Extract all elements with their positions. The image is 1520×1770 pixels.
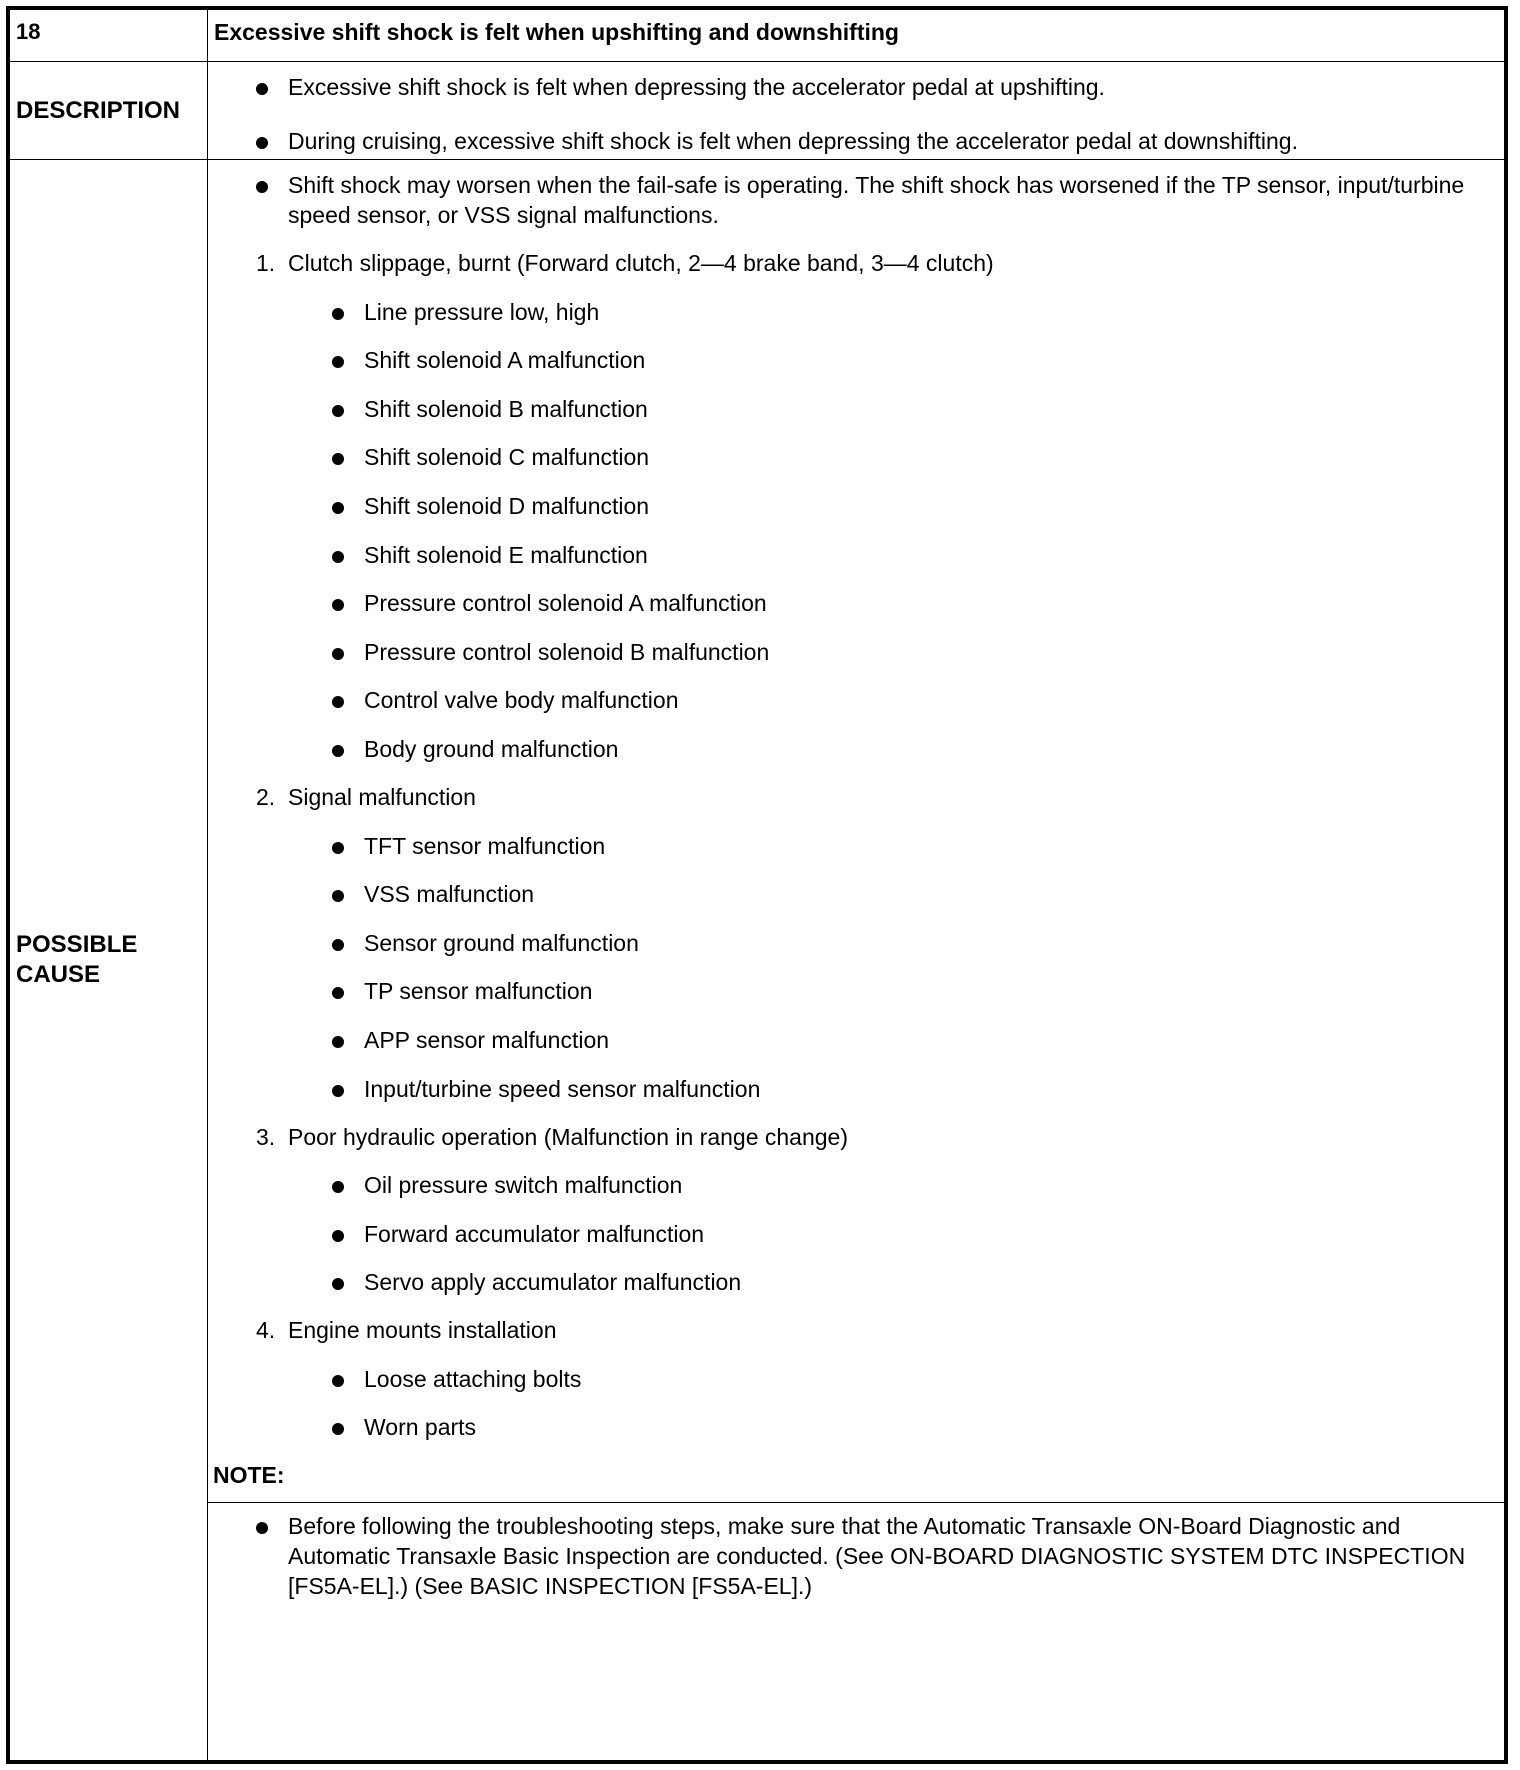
cause-group-text: Engine mounts installation [288,1317,557,1344]
cause-item: Shift solenoid E malfunction [208,540,1504,570]
cause-item: Servo apply accumulator malfunction [208,1267,1504,1297]
cause-group-number: 3. [256,1123,276,1150]
cause-item: Pressure control solenoid B malfunction [208,637,1504,667]
description-item: During cruising, excessive shift shock is felt when depressing the accelerator pedal at downshifting. [208,126,1504,156]
description-item: Excessive shift shock is felt when depressing the accelerator pedal at upshifting. [208,72,1504,102]
cause-item: TP sensor malfunction [208,976,1504,1006]
cause-item: Oil pressure switch malfunction [208,1170,1504,1200]
symptom-number: 18 [10,10,208,62]
possible-cause-label-line1: POSSIBLE [16,931,138,958]
cause-group-text: Clutch slippage, burnt (Forward clutch, 2—4 brake band, 3—4 clutch) [288,250,994,276]
note-text: Before following the troubleshooting steps, make sure that the Automatic Transaxle ON-Board Diagnostic and Automatic Transaxle Basic Inspection are conducted. (See ON-BOARD DIAGNOSTIC SYSTEM DTC INSPECTION [FS5A-EL].) (See BASIC INSPECTION [FS5A-EL].) [208,1511,1504,1601]
cause-item: Loose attaching bolts [208,1364,1504,1394]
cause-group-title [208,782,1504,812]
description-content [208,62,1505,160]
cause-item: Sensor ground malfunction [208,928,1504,958]
cause-item: Worn parts [208,1412,1504,1442]
note-label: NOTE: [213,1462,285,1489]
cause-item: Input/turbine speed sensor malfunction [208,1074,1504,1104]
cause-group-text: Poor hydraulic operation (Malfunction in range change) [288,1123,848,1150]
cause-group-title [208,1315,1504,1345]
symptom-title: Excessive shift shock is felt when upshifting and downshifting [208,10,1505,62]
cause-item: Pressure control solenoid A malfunction [208,588,1504,618]
cause-intro: Shift shock may worsen when the fail-safe is operating. The shift shock has worsened if the TP sensor, input/turbine speed sensor, or VSS signal malfunctions. [208,170,1504,230]
cause-item: Shift solenoid C malfunction [208,442,1504,472]
cause-item: Shift solenoid B malfunction [208,394,1504,424]
cause-group-text: Signal malfunction [288,783,476,810]
cause-item: Shift solenoid D malfunction [208,491,1504,521]
troubleshooting-sheet [6,6,1508,1764]
possible-cause-row [10,160,1505,1761]
cause-item: VSS malfunction [208,879,1504,909]
cause-group-number: 4. [256,1317,276,1344]
cause-group-title [208,248,1504,278]
cause-groups [208,230,1504,1442]
cause-group-number: 2. [256,783,276,810]
description-label: DESCRIPTION [10,62,208,160]
header-row [10,10,1505,62]
cause-group-title [208,1122,1504,1152]
cause-item: APP sensor malfunction [208,1025,1504,1055]
cause-item: TFT sensor malfunction [208,831,1504,861]
possible-cause-label-line2: CAUSE [16,961,101,988]
cause-item: Control valve body malfunction [208,685,1504,715]
troubleshooting-table [9,9,1505,1761]
cause-item: Line pressure low, high [208,297,1504,327]
cause-item: Forward accumulator malfunction [208,1219,1504,1249]
cause-group-number: 1. [256,250,276,276]
description-row [10,62,1505,160]
cause-item: Shift solenoid A malfunction [208,345,1504,375]
possible-cause-label [10,160,208,1761]
possible-cause-content [208,160,1505,1761]
cause-item: Body ground malfunction [208,734,1504,764]
